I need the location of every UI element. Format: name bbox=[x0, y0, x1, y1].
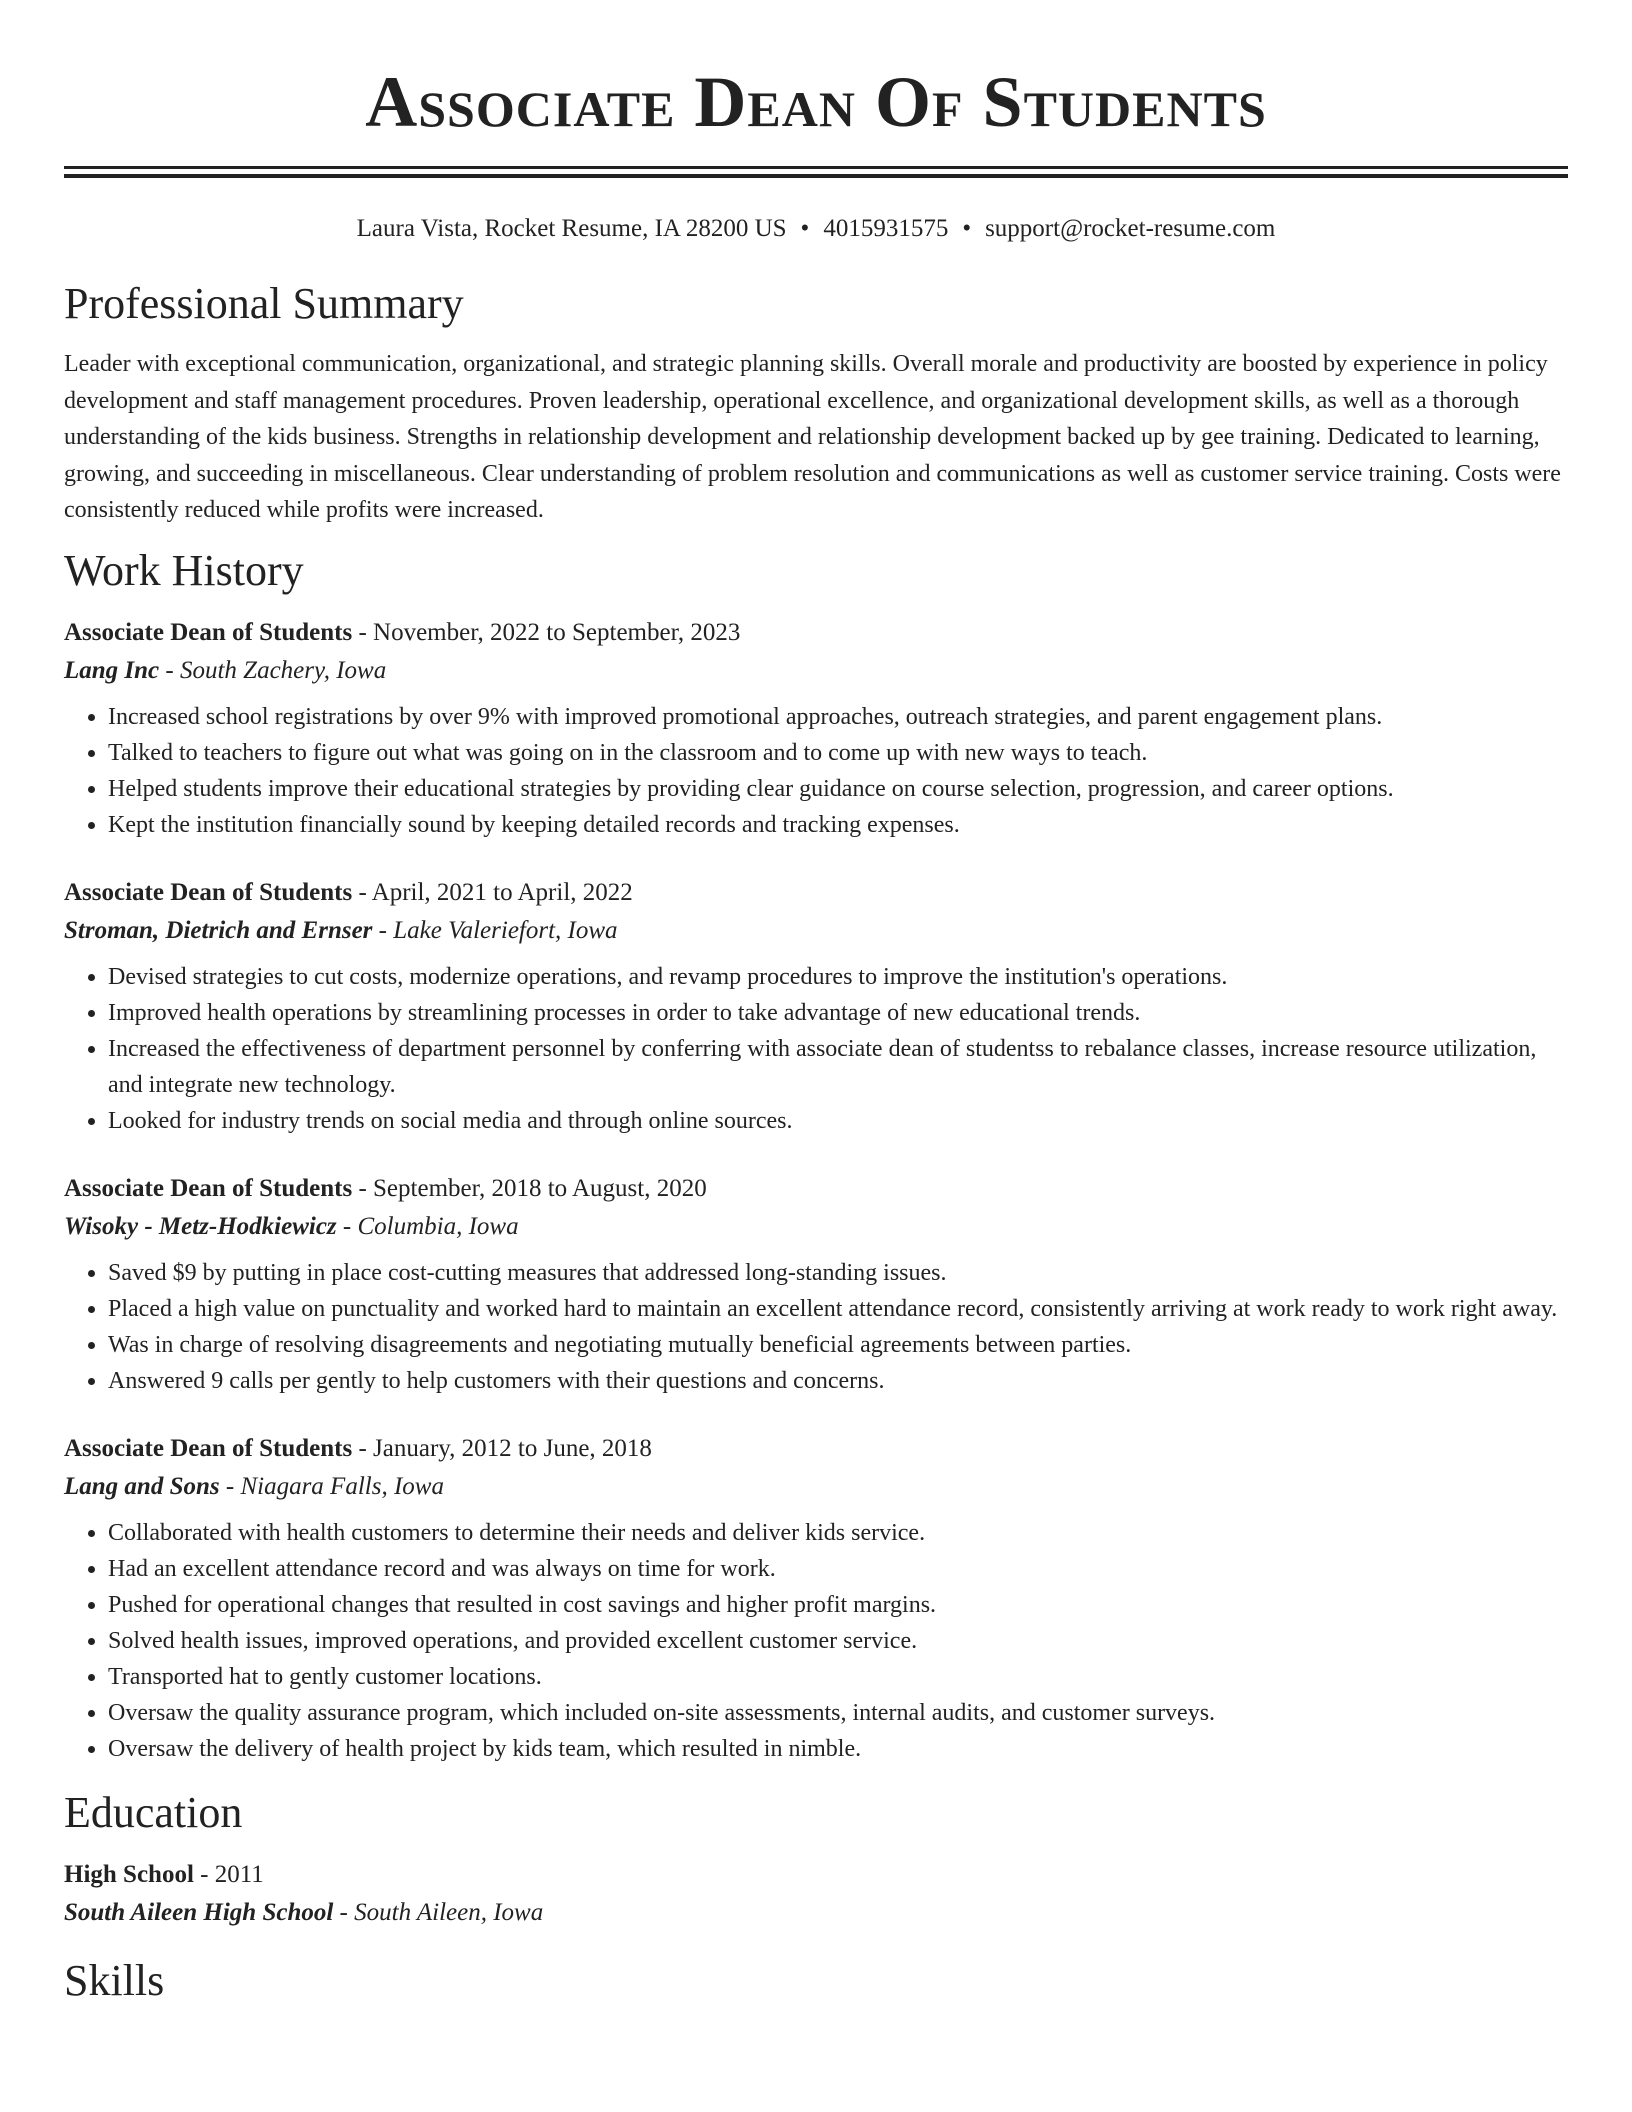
job-dates: April, 2021 to April, 2022 bbox=[371, 878, 633, 906]
list-item: • Talked to teachers to figure out what was going on in the classroom and to come up with new ways to teach. bbox=[108, 735, 1568, 771]
job-location: Niagara Falls, Iowa bbox=[240, 1472, 444, 1500]
job-dash: - bbox=[352, 618, 374, 646]
list-item: • Kept the institution financially sound by keeping detailed records and tracking expenses. bbox=[108, 807, 1568, 843]
job-employer bbox=[64, 1209, 1568, 1245]
job-company: Lang Inc bbox=[64, 656, 160, 684]
title-divider-top bbox=[64, 166, 1568, 169]
contact-phone: 4015931575 bbox=[823, 215, 949, 242]
job-role: Associate Dean of Students bbox=[64, 878, 353, 906]
job-dates: November, 2022 to September, 2023 bbox=[373, 618, 741, 646]
education-dash: - bbox=[193, 1860, 215, 1888]
section-heading-skills: Skills bbox=[64, 1955, 165, 2005]
contact-address: Laura Vista, Rocket Resume, IA 28200 US bbox=[356, 215, 787, 242]
list-item: • Increased the effectiveness of department personnel by conferring with associate dean of studentss to rebalance classes, increase resource utilization, and integrate new technology. bbox=[108, 1031, 1568, 1103]
job-location: South Zachery, Iowa bbox=[179, 656, 387, 684]
job-company: Lang and Sons bbox=[64, 1472, 220, 1500]
list-item: • Collaborated with health customers to determine their needs and deliver kids service. bbox=[108, 1515, 1568, 1551]
job-location: Columbia, Iowa bbox=[357, 1212, 519, 1240]
section-heading-summary: Professional Summary bbox=[64, 279, 464, 328]
list-item: • Saved $9 by putting in place cost-cutting measures that addressed long-standing issues. bbox=[108, 1255, 1568, 1291]
list-item: • Devised strategies to cut costs, modernize operations, and revamp procedures to improve the institution's operations. bbox=[108, 959, 1568, 995]
list-item: • Increased school registrations by over 9% with improved promotional approaches, outreach strategies, and parent engagement plans. bbox=[108, 699, 1568, 735]
job-location: Lake Valeriefort, Iowa bbox=[393, 916, 618, 944]
education-degree: High School bbox=[64, 1860, 194, 1888]
education-header bbox=[64, 1857, 1568, 1893]
education-school-line bbox=[64, 1895, 1568, 1931]
job-header bbox=[64, 875, 1568, 911]
contact-separator: • bbox=[962, 215, 972, 242]
job-dash: - bbox=[159, 656, 180, 684]
section-heading-education: Education bbox=[64, 1787, 243, 1837]
education-location: South Aileen, Iowa bbox=[354, 1898, 544, 1926]
education-school: South Aileen High School bbox=[64, 1898, 334, 1926]
job-bullets bbox=[64, 699, 1568, 843]
list-item: • Was in charge of resolving disagreements and negotiating mutually beneficial agreements between parties. bbox=[108, 1327, 1568, 1363]
list-item: • Transported hat to gently customer locations. bbox=[108, 1659, 1568, 1695]
job-dates: September, 2018 to August, 2020 bbox=[373, 1174, 707, 1202]
job-header bbox=[64, 615, 1568, 651]
job-dash: - bbox=[336, 1212, 358, 1240]
list-item: • Placed a high value on punctuality and worked hard to maintain an excellent attendance record, consistently arriving at work ready to work right away. bbox=[108, 1291, 1568, 1327]
job-role: Associate Dean of Students bbox=[64, 1434, 353, 1462]
list-item: • Had an excellent attendance record and was always on time for work. bbox=[108, 1551, 1568, 1587]
job-entry bbox=[64, 615, 1568, 843]
job-bullets bbox=[64, 1255, 1568, 1399]
resume-title: Associate Dean Of Students bbox=[365, 62, 1267, 142]
job-dash: - bbox=[219, 1472, 241, 1500]
job-entry bbox=[64, 1431, 1568, 1767]
job-dates: January, 2012 to June, 2018 bbox=[373, 1434, 652, 1462]
resume-page bbox=[64, 0, 1568, 2009]
job-employer bbox=[64, 653, 1568, 689]
education-dash: - bbox=[333, 1898, 355, 1926]
summary-text: Leader with exceptional communication, organizational, and strategic planning skills. Overall morale and productivity are boosted by experience in policy development and staff management procedures. Proven leadership, operational excellence, and organizational development skills, as well as a thorough understanding of the kids business. Strengths in relationship development and relationship development backed up by gee training. Dedicated to learning, growing, and succeeding in miscellaneous. Clear understanding of problem resolution and communications as well as customer service training. Costs were consistently reduced while profits were increased. bbox=[64, 351, 1561, 523]
job-dash: - bbox=[352, 878, 372, 906]
job-company: Wisoky - Metz-Hodkiewicz bbox=[64, 1212, 337, 1240]
section-heading-work-history: Work History bbox=[64, 545, 304, 595]
contact-separator: • bbox=[800, 215, 810, 242]
education-entry bbox=[64, 1857, 1568, 1931]
job-role: Associate Dean of Students bbox=[64, 1174, 353, 1202]
job-employer bbox=[64, 913, 1568, 949]
job-company: Stroman, Dietrich and Ernser bbox=[64, 916, 373, 944]
contact-email: support@rocket-resume.com bbox=[985, 215, 1276, 242]
contact-line bbox=[64, 212, 1568, 246]
job-dash: - bbox=[372, 916, 394, 944]
list-item: • Pushed for operational changes that resulted in cost savings and higher profit margins. bbox=[108, 1587, 1568, 1623]
list-item: • Answered 9 calls per gently to help customers with their questions and concerns. bbox=[108, 1363, 1568, 1399]
job-header bbox=[64, 1171, 1568, 1207]
list-item: • Helped students improve their educational strategies by providing clear guidance on course selection, progression, and career options. bbox=[108, 771, 1568, 807]
job-bullets bbox=[64, 959, 1568, 1139]
job-entry bbox=[64, 1171, 1568, 1399]
job-dash: - bbox=[352, 1174, 374, 1202]
job-role: Associate Dean of Students bbox=[64, 618, 353, 646]
job-entry bbox=[64, 875, 1568, 1139]
list-item: • Solved health issues, improved operations, and provided excellent customer service. bbox=[108, 1623, 1568, 1659]
job-dash: - bbox=[352, 1434, 374, 1462]
list-item: • Oversaw the quality assurance program, which included on-site assessments, internal audits, and customer surveys. bbox=[108, 1695, 1568, 1731]
title-divider-bottom bbox=[64, 174, 1568, 178]
list-item: • Oversaw the delivery of health project by kids team, which resulted in nimble. bbox=[108, 1731, 1568, 1767]
list-item: • Looked for industry trends on social media and through online sources. bbox=[108, 1103, 1568, 1139]
job-employer bbox=[64, 1469, 1568, 1505]
list-item: • Improved health operations by streamlining processes in order to take advantage of new educational trends. bbox=[108, 995, 1568, 1031]
job-bullets bbox=[64, 1515, 1568, 1767]
job-header bbox=[64, 1431, 1568, 1467]
education-year: 2011 bbox=[214, 1860, 264, 1888]
